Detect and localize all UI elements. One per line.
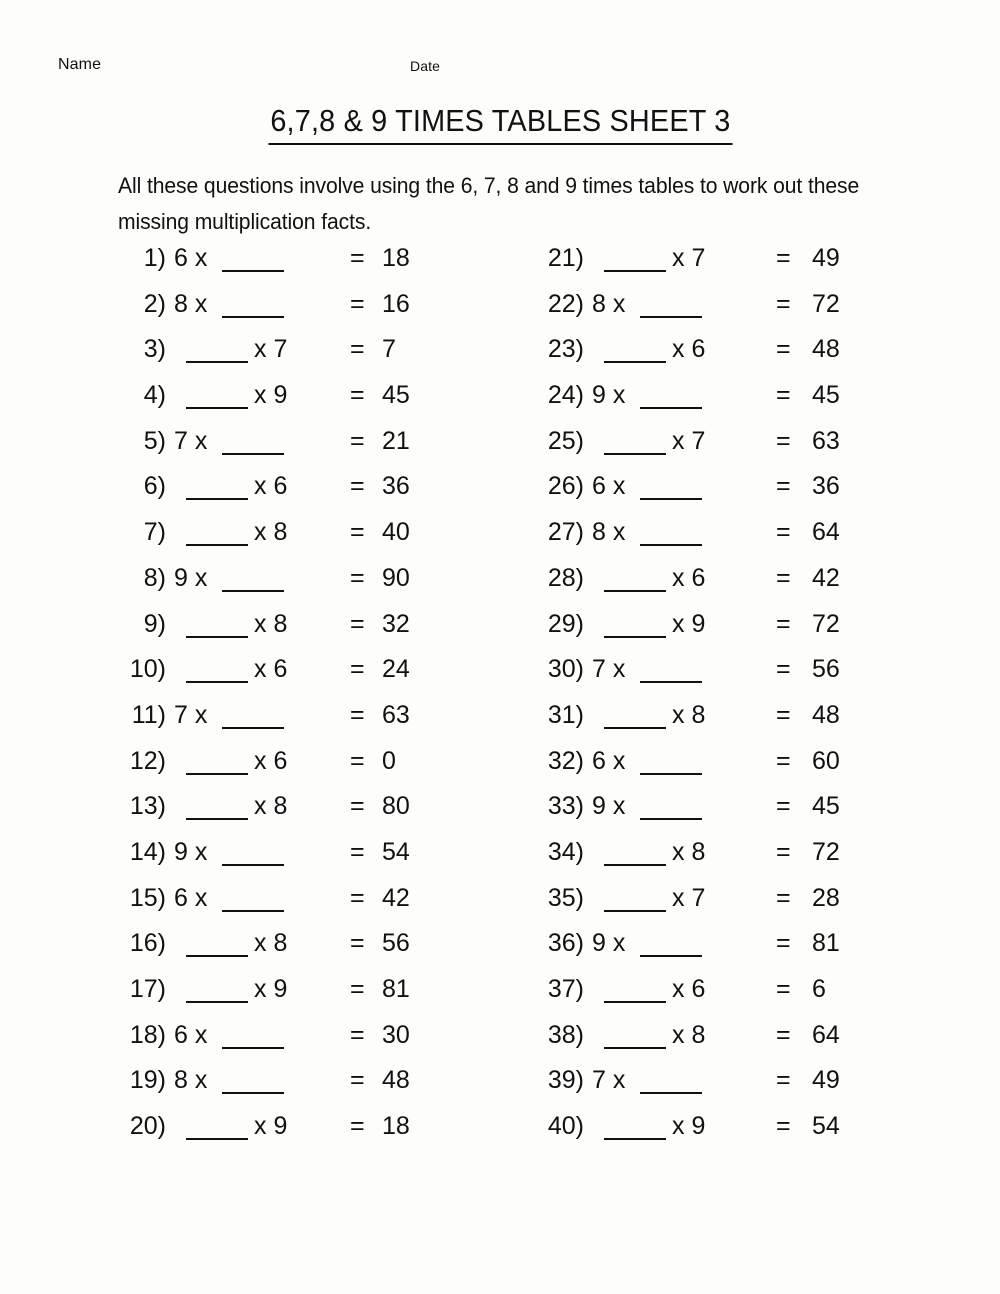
question-row — [118, 380, 478, 426]
question-row — [118, 928, 478, 974]
equals-sign: = — [350, 655, 365, 684]
equals-sign: = — [776, 746, 791, 775]
product-value: 18 — [382, 244, 410, 272]
multiplier-text: x 9 — [254, 1112, 288, 1141]
product-value: 60 — [812, 746, 840, 775]
question-number: 5) — [143, 426, 166, 455]
equals-sign: = — [776, 1112, 791, 1141]
question-expression — [174, 791, 354, 825]
equals-sign: = — [776, 975, 791, 1003]
question-number: 3) — [143, 335, 166, 364]
multiplier-text: x 8 — [672, 837, 706, 866]
question-row — [536, 517, 896, 563]
answer-blank[interactable] — [604, 361, 666, 363]
answer-blank[interactable] — [604, 1047, 666, 1049]
answer-blank[interactable] — [640, 773, 702, 775]
multiplicand-text: 9 x — [592, 792, 626, 821]
answer-blank[interactable] — [604, 1138, 666, 1140]
product-value: 21 — [382, 426, 410, 455]
question-expression — [174, 289, 354, 323]
answer-blank[interactable] — [222, 910, 284, 912]
question-number: 4) — [143, 381, 166, 410]
equals-sign: = — [776, 381, 791, 410]
multiplier-text: x 8 — [672, 1020, 706, 1049]
multiplier-text: x 7 — [254, 335, 288, 364]
answer-blank[interactable] — [186, 681, 248, 683]
product-value: 64 — [812, 518, 840, 547]
question-number: 1) — [143, 244, 166, 272]
question-row — [536, 426, 896, 472]
question-column-right — [536, 243, 896, 1157]
multiplier-text: x 7 — [672, 883, 706, 912]
answer-blank[interactable] — [186, 407, 248, 409]
multiplier-text: x 7 — [672, 244, 706, 272]
question-number: 26) — [547, 472, 584, 501]
question-expression — [174, 426, 354, 460]
multiplier-text: x 6 — [254, 655, 288, 684]
question-expression — [592, 974, 772, 1008]
answer-blank[interactable] — [186, 818, 248, 820]
question-row — [536, 243, 896, 289]
answer-blank[interactable] — [604, 270, 666, 272]
equals-sign: = — [776, 563, 791, 592]
product-value: 54 — [382, 837, 410, 866]
question-row — [118, 243, 478, 289]
multiplicand-text: 8 x — [174, 1066, 208, 1095]
product-value: 32 — [382, 609, 410, 638]
answer-blank[interactable] — [640, 955, 702, 957]
question-expression — [592, 334, 772, 368]
question-expression — [592, 471, 772, 505]
answer-blank[interactable] — [640, 681, 702, 683]
equals-sign: = — [350, 472, 365, 501]
question-expression — [174, 654, 354, 688]
equals-sign: = — [776, 929, 791, 958]
question-number: 34) — [547, 837, 584, 866]
equals-sign: = — [350, 426, 365, 455]
answer-blank[interactable] — [640, 1092, 702, 1094]
equals-sign: = — [776, 792, 791, 821]
question-row — [536, 1065, 896, 1111]
question-row — [536, 974, 896, 1020]
question-expression — [592, 243, 772, 277]
question-row — [536, 883, 896, 929]
answer-blank[interactable] — [186, 636, 248, 638]
question-row — [536, 334, 896, 380]
equals-sign: = — [776, 426, 791, 455]
multiplicand-text: 8 x — [174, 289, 208, 318]
multiplicand-text: 9 x — [174, 563, 208, 592]
equals-sign: = — [350, 289, 365, 318]
question-row — [118, 654, 478, 700]
equals-sign: = — [350, 700, 365, 729]
question-number: 19) — [129, 1066, 166, 1095]
answer-blank[interactable] — [186, 1001, 248, 1003]
instructions-body: All these questions involve using the 6, 7, 8 and 9 times tables to work out these missing multiplication facts. — [118, 173, 860, 234]
question-expression — [592, 700, 772, 734]
equals-sign: = — [776, 518, 791, 547]
product-value: 36 — [382, 472, 410, 501]
question-number: 31) — [547, 700, 584, 729]
product-value: 49 — [812, 1066, 840, 1095]
equals-sign: = — [350, 335, 365, 364]
question-expression — [174, 517, 354, 551]
question-number: 21) — [547, 244, 584, 272]
multiplier-text: x 6 — [672, 975, 706, 1003]
equals-sign: = — [350, 1066, 365, 1095]
question-expression — [174, 837, 354, 871]
question-expression — [592, 426, 772, 460]
question-row — [536, 791, 896, 837]
multiplier-text: x 9 — [254, 381, 288, 410]
multiplicand-text: 6 x — [174, 1020, 208, 1049]
question-number: 39) — [547, 1066, 584, 1095]
question-number: 32) — [547, 746, 584, 775]
answer-blank[interactable] — [604, 1001, 666, 1003]
question-expression — [592, 883, 772, 917]
answer-blank[interactable] — [604, 864, 666, 866]
question-row — [536, 746, 896, 792]
product-value: 64 — [812, 1020, 840, 1049]
equals-sign: = — [350, 381, 365, 410]
equals-sign: = — [776, 289, 791, 318]
question-number: 25) — [547, 426, 584, 455]
question-expression — [592, 928, 772, 962]
question-expression — [174, 1020, 354, 1054]
product-value: 7 — [382, 335, 396, 364]
question-column-left — [118, 243, 478, 1157]
question-expression — [174, 883, 354, 917]
multiplier-text: x 9 — [672, 609, 706, 638]
question-row — [118, 517, 478, 563]
question-row — [536, 1020, 896, 1066]
answer-blank[interactable] — [604, 590, 666, 592]
answer-blank[interactable] — [186, 773, 248, 775]
product-value: 28 — [812, 883, 840, 912]
product-value: 48 — [812, 335, 840, 364]
question-expression — [592, 654, 772, 688]
equals-sign: = — [776, 244, 791, 272]
multiplicand-text: 6 x — [592, 472, 626, 501]
question-expression — [174, 609, 354, 643]
product-value: 18 — [382, 1112, 410, 1141]
question-row — [536, 563, 896, 609]
question-row — [536, 837, 896, 883]
equals-sign: = — [776, 1066, 791, 1095]
product-value: 16 — [382, 289, 410, 318]
answer-blank[interactable] — [604, 453, 666, 455]
multiplicand-text: 8 x — [592, 289, 626, 318]
answer-blank[interactable] — [222, 270, 284, 272]
question-number: 40) — [547, 1112, 584, 1141]
question-expression — [592, 289, 772, 323]
multiplier-text: x 9 — [672, 1112, 706, 1141]
question-row — [536, 609, 896, 655]
multiplier-text: x 6 — [254, 472, 288, 501]
product-value: 72 — [812, 609, 840, 638]
question-row — [118, 746, 478, 792]
answer-blank[interactable] — [640, 316, 702, 318]
question-row — [536, 471, 896, 517]
question-row — [118, 700, 478, 746]
question-row — [118, 471, 478, 517]
question-number: 29) — [547, 609, 584, 638]
product-value: 63 — [812, 426, 840, 455]
answer-blank[interactable] — [222, 1047, 284, 1049]
product-value: 0 — [382, 746, 396, 775]
question-expression — [174, 700, 354, 734]
question-number: 6) — [143, 472, 166, 501]
question-number: 13) — [129, 792, 166, 821]
answer-blank[interactable] — [222, 864, 284, 866]
product-value: 36 — [812, 472, 840, 501]
question-number: 14) — [129, 837, 166, 866]
multiplier-text: x 6 — [672, 563, 706, 592]
question-row — [118, 1111, 478, 1157]
product-value: 56 — [382, 929, 410, 958]
product-value: 6 — [812, 975, 826, 1003]
question-number: 17) — [129, 975, 166, 1003]
product-value: 42 — [382, 883, 410, 912]
question-number: 27) — [547, 518, 584, 547]
question-expression — [174, 471, 354, 505]
instructions-text — [118, 168, 918, 240]
multiplier-text: x 8 — [254, 609, 288, 638]
answer-blank[interactable] — [640, 544, 702, 546]
question-number: 23) — [547, 335, 584, 364]
question-number: 15) — [129, 883, 166, 912]
question-expression — [592, 1111, 772, 1145]
answer-blank[interactable] — [186, 955, 248, 957]
multiplier-text: x 6 — [672, 335, 706, 364]
answer-blank[interactable] — [186, 544, 248, 546]
multiplier-text: x 8 — [254, 792, 288, 821]
question-row — [536, 1111, 896, 1157]
question-number: 12) — [129, 746, 166, 775]
product-value: 49 — [812, 244, 840, 272]
multiplier-text: x 8 — [254, 929, 288, 958]
product-value: 54 — [812, 1112, 840, 1141]
question-expression — [174, 1065, 354, 1099]
question-expression — [592, 791, 772, 825]
question-number: 37) — [547, 975, 584, 1003]
question-number: 10) — [129, 655, 166, 684]
question-row — [536, 289, 896, 335]
question-number: 30) — [547, 655, 584, 684]
answer-blank[interactable] — [186, 1138, 248, 1140]
question-expression — [174, 243, 354, 277]
answer-blank[interactable] — [604, 727, 666, 729]
equals-sign: = — [350, 929, 365, 958]
question-expression — [174, 928, 354, 962]
answer-blank[interactable] — [640, 498, 702, 500]
question-number: 11) — [131, 700, 166, 729]
answer-blank[interactable] — [222, 1092, 284, 1094]
multiplicand-text: 6 x — [174, 883, 208, 912]
question-number: 8) — [143, 563, 166, 592]
page-title — [0, 103, 1000, 145]
multiplier-text: x 8 — [254, 518, 288, 547]
question-row — [536, 700, 896, 746]
equals-sign: = — [350, 883, 365, 912]
multiplicand-text: 7 x — [174, 700, 208, 729]
question-expression — [174, 974, 354, 1008]
product-value: 81 — [812, 929, 840, 958]
multiplier-text: x 7 — [672, 426, 706, 455]
answer-blank[interactable] — [604, 910, 666, 912]
question-row — [118, 289, 478, 335]
product-value: 72 — [812, 289, 840, 318]
question-expression — [174, 563, 354, 597]
question-number: 35) — [547, 883, 584, 912]
answer-blank[interactable] — [222, 453, 284, 455]
multiplier-text: x 9 — [254, 975, 288, 1003]
multiplier-text: x 6 — [254, 746, 288, 775]
equals-sign: = — [350, 792, 365, 821]
answer-blank[interactable] — [222, 316, 284, 318]
question-number: 28) — [547, 563, 584, 592]
product-value: 48 — [382, 1066, 410, 1095]
multiplicand-text: 9 x — [592, 929, 626, 958]
product-value: 45 — [812, 792, 840, 821]
equals-sign: = — [350, 563, 365, 592]
question-number: 16) — [129, 929, 166, 958]
equals-sign: = — [776, 1020, 791, 1049]
question-expression — [174, 1111, 354, 1145]
question-expression — [592, 517, 772, 551]
equals-sign: = — [776, 837, 791, 866]
product-value: 42 — [812, 563, 840, 592]
equals-sign: = — [350, 837, 365, 866]
equals-sign: = — [350, 518, 365, 547]
question-row — [118, 1065, 478, 1111]
student-info-row — [0, 56, 1000, 82]
multiplicand-text: 6 x — [592, 746, 626, 775]
multiplicand-text: 9 x — [174, 837, 208, 866]
question-row — [118, 837, 478, 883]
product-value: 80 — [382, 792, 410, 821]
question-number: 2) — [143, 289, 166, 318]
equals-sign: = — [776, 472, 791, 501]
name-label: Name — [58, 56, 102, 73]
question-row — [536, 928, 896, 974]
equals-sign: = — [776, 883, 791, 912]
question-expression — [592, 380, 772, 414]
answer-blank[interactable] — [186, 361, 248, 363]
question-row — [118, 563, 478, 609]
question-row — [118, 791, 478, 837]
product-value: 72 — [812, 837, 840, 866]
multiplicand-text: 7 x — [592, 1066, 626, 1095]
question-row — [118, 609, 478, 655]
question-number: 22) — [547, 289, 584, 318]
question-number: 36) — [547, 929, 584, 958]
multiplicand-text: 8 x — [592, 518, 626, 547]
question-number: 7) — [143, 518, 166, 547]
multiplicand-text: 9 x — [592, 381, 626, 410]
product-value: 90 — [382, 563, 410, 592]
product-value: 24 — [382, 655, 410, 684]
product-value: 48 — [812, 700, 840, 729]
question-expression — [174, 334, 354, 368]
answer-blank[interactable] — [640, 407, 702, 409]
equals-sign: = — [350, 1112, 365, 1141]
date-label: Date — [410, 58, 440, 74]
answer-blank[interactable] — [640, 818, 702, 820]
question-number: 20) — [129, 1112, 166, 1141]
question-expression — [592, 746, 772, 780]
question-row — [536, 380, 896, 426]
question-number: 33) — [547, 792, 584, 821]
equals-sign: = — [776, 655, 791, 684]
question-row — [118, 974, 478, 1020]
question-expression — [174, 380, 354, 414]
question-number: 18) — [129, 1020, 166, 1049]
equals-sign: = — [776, 335, 791, 364]
answer-blank[interactable] — [222, 590, 284, 592]
answer-blank[interactable] — [604, 636, 666, 638]
question-expression — [592, 609, 772, 643]
question-row — [118, 334, 478, 380]
multiplicand-text: 7 x — [174, 426, 208, 455]
question-expression — [592, 1020, 772, 1054]
page-title-text: 6,7,8 & 9 TIMES TABLES SHEET 3 — [268, 103, 732, 145]
question-number: 38) — [547, 1020, 584, 1049]
question-number: 24) — [547, 381, 584, 410]
equals-sign: = — [350, 975, 365, 1003]
question-row — [536, 654, 896, 700]
question-expression — [592, 563, 772, 597]
product-value: 81 — [382, 975, 410, 1003]
question-number: 9) — [143, 609, 166, 638]
product-value: 40 — [382, 518, 410, 547]
question-row — [118, 1020, 478, 1066]
equals-sign: = — [776, 700, 791, 729]
equals-sign: = — [776, 609, 791, 638]
answer-blank[interactable] — [186, 498, 248, 500]
equals-sign: = — [350, 609, 365, 638]
question-row — [118, 426, 478, 472]
product-value: 45 — [382, 381, 410, 410]
equals-sign: = — [350, 1020, 365, 1049]
answer-blank[interactable] — [222, 727, 284, 729]
multiplier-text: x 8 — [672, 700, 706, 729]
multiplicand-text: 7 x — [592, 655, 626, 684]
product-value: 56 — [812, 655, 840, 684]
product-value: 63 — [382, 700, 410, 729]
product-value: 30 — [382, 1020, 410, 1049]
question-expression — [174, 746, 354, 780]
question-row — [118, 883, 478, 929]
question-expression — [592, 837, 772, 871]
equals-sign: = — [350, 746, 365, 775]
question-expression — [592, 1065, 772, 1099]
product-value: 45 — [812, 381, 840, 410]
multiplicand-text: 6 x — [174, 244, 208, 272]
equals-sign: = — [350, 244, 365, 272]
